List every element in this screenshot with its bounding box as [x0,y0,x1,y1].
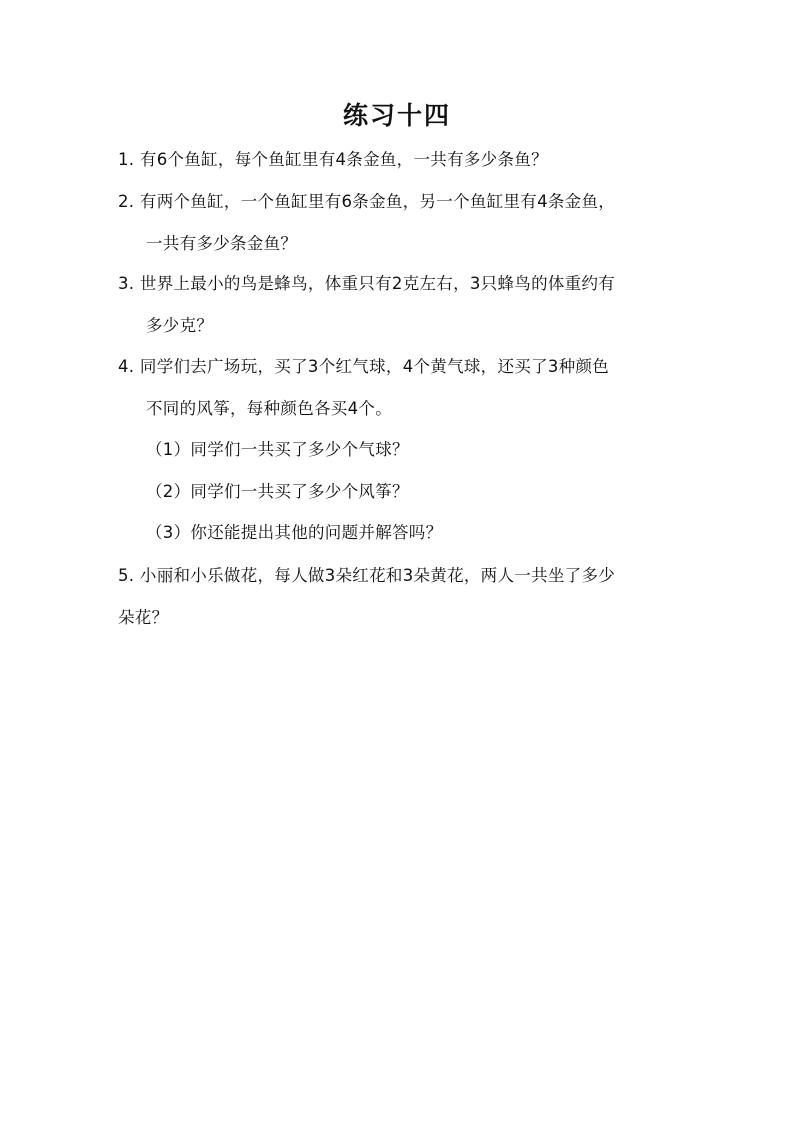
question-5-number: 5. [118,566,135,585]
question-1-line-1 [118,148,548,172]
question-2-line-2 [146,232,297,256]
question-4-sub-2-text: （2）同学们一共买了多少个风筝？ [146,482,409,501]
question-2-number: 2. [118,192,135,211]
question-2-text-2: 一共有多少条金鱼？ [146,234,298,253]
question-1-number: 1. [118,150,135,169]
question-3-line-2 [146,314,213,338]
question-4-sub-1-text: （1）同学们一共买了多少个气球？ [146,440,409,459]
question-4-sub-3-text: （3）你还能提出其他的问题并解答吗？ [146,523,443,542]
question-3-number: 3. [118,274,135,293]
question-3-text-1: 世界上最小的鸟是蜂鸟，体重只有2克左右，3只蜂鸟的体重约有 [139,274,616,293]
question-5-text-2: 朵花？ [118,608,169,627]
page-title: 练习十四 [342,101,451,130]
question-4-text-1: 同学们去广场玩，买了3个红气球，4个黄气球，还买了3种颜色 [139,357,610,376]
question-5-line-2 [118,606,168,630]
question-2-line-1 [118,190,615,214]
question-5-text-1: 小丽和小乐做花，每人做3朵红花和3朵黄花，两人一共坐了多少 [139,566,616,585]
question-4-sub-3 [146,521,442,545]
question-4-sub-2 [146,480,409,504]
question-1-text: 有6个鱼缸，每个鱼缸里有4条金鱼，一共有多少条鱼？ [139,150,548,169]
question-4-number: 4. [118,357,135,376]
question-4-text-2: 不同的风筝，每种颜色各买4个。 [146,399,392,418]
question-4-line-2 [146,397,392,421]
question-3-line-1 [118,272,615,296]
question-3-text-2: 多少克？ [146,316,214,335]
question-5-line-1 [118,564,615,588]
question-4-line-1 [118,355,609,379]
question-4-sub-1 [146,438,409,462]
question-2-text-1: 有两个鱼缸，一个鱼缸里有6条金鱼，另一个鱼缸里有4条金鱼， [139,192,616,211]
